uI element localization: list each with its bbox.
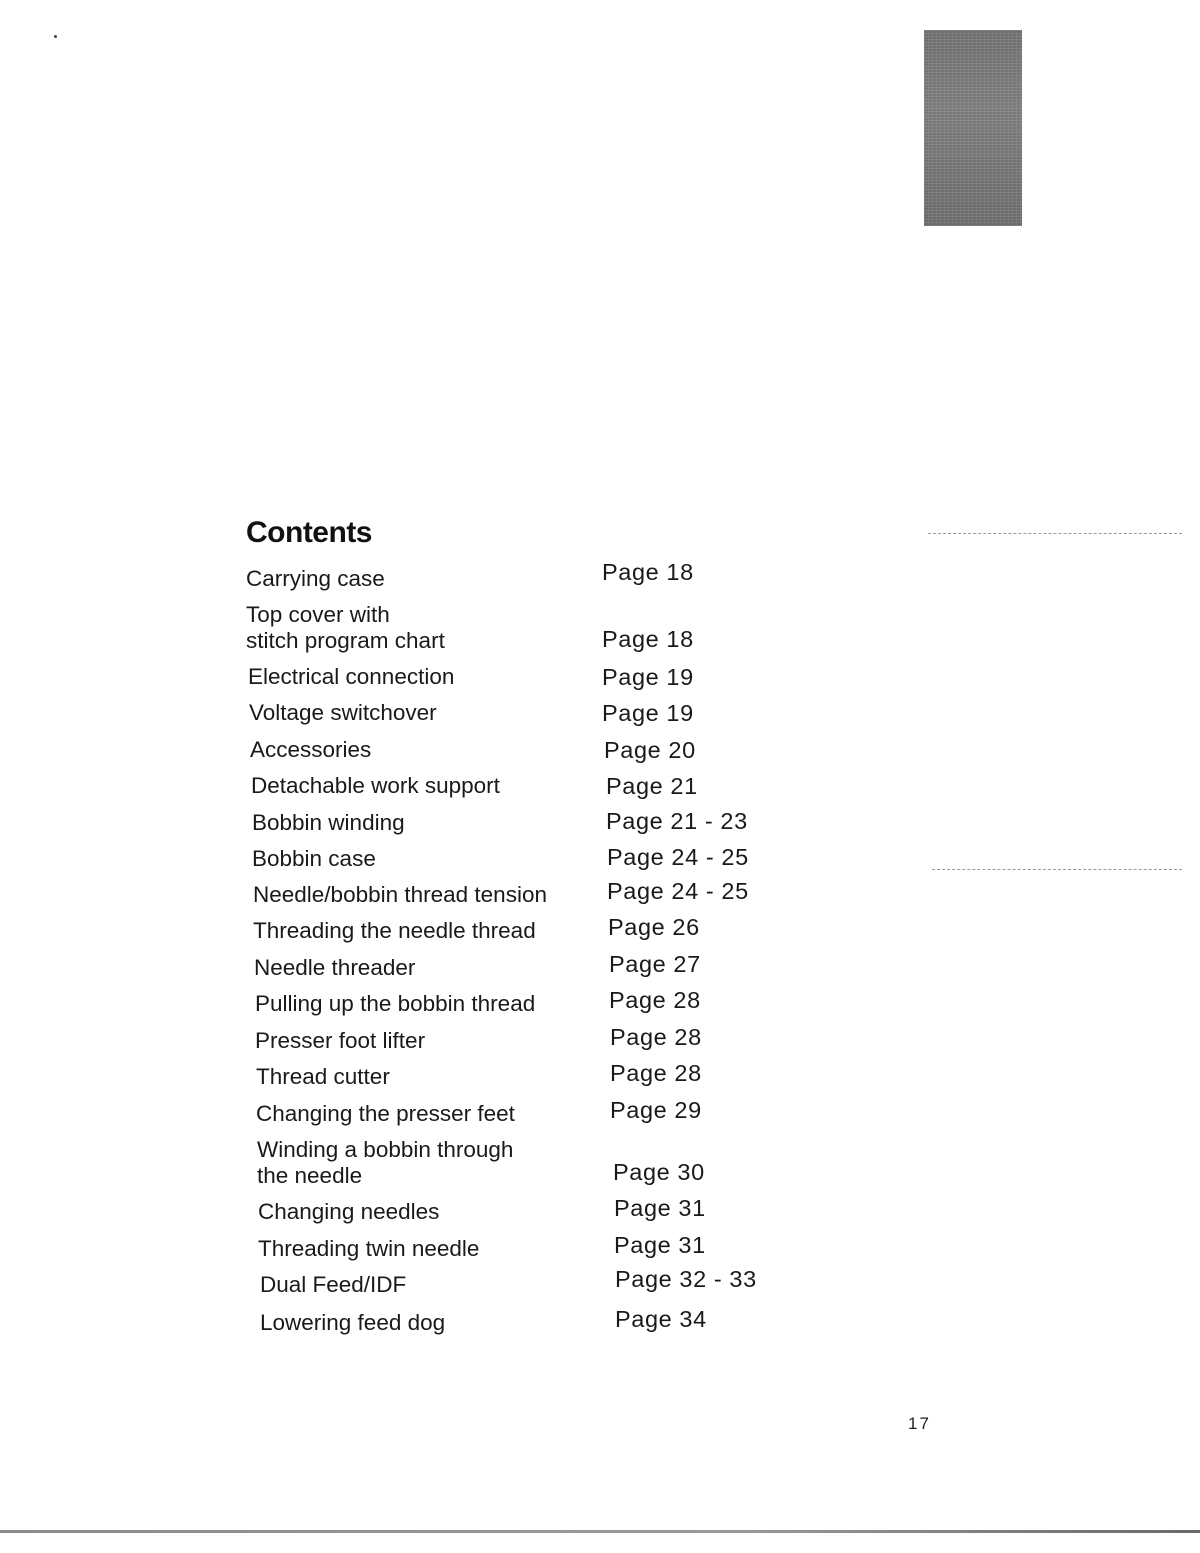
toc-entry-page: Page 24 - 25 bbox=[607, 844, 749, 870]
toc-entry-page: Page 24 - 25 bbox=[607, 878, 749, 904]
toc-entry-label: Detachable work support bbox=[251, 773, 500, 798]
toc-entry-label: Pulling up the bobbin thread bbox=[255, 991, 536, 1016]
toc-entry-label: Voltage switchover bbox=[249, 700, 437, 725]
toc-entry-page: Page 21 bbox=[606, 773, 698, 799]
toc-entry-page: Page 28 bbox=[609, 987, 701, 1013]
toc-entry-label: Carrying case bbox=[246, 566, 385, 591]
toc-entry-label: Needle/bobbin thread tension bbox=[253, 882, 547, 907]
toc-entry-label: Needle threader bbox=[254, 955, 416, 980]
scan-bottom-rule bbox=[0, 1530, 1200, 1533]
page-number: 17 bbox=[908, 1414, 931, 1433]
toc-entry-page: Page 34 bbox=[615, 1306, 707, 1332]
toc-entry-page: Page 31 bbox=[614, 1195, 706, 1221]
toc-entry bbox=[246, 516, 806, 1336]
toc-entry-label: Threading the needle thread bbox=[253, 918, 536, 943]
scan-dash-line bbox=[932, 869, 1182, 870]
toc-entry-label: Accessories bbox=[250, 737, 372, 762]
toc-entry-page: Page 21 - 23 bbox=[606, 808, 748, 834]
toc-entry-label: Electrical connection bbox=[248, 664, 455, 689]
toc-entry-label: Dual Feed/IDF bbox=[260, 1272, 407, 1297]
toc-entry-label: Bobbin case bbox=[252, 846, 376, 871]
scanned-edge-tab bbox=[924, 30, 1022, 226]
toc-entry-page: Page 18 bbox=[602, 559, 694, 585]
toc-entry-label: Threading twin needle bbox=[258, 1236, 480, 1261]
contents-title: Contents bbox=[246, 516, 372, 549]
toc-entry-label: Changing the presser feet bbox=[256, 1101, 515, 1126]
toc-entry-page: Page 27 bbox=[609, 951, 701, 977]
toc-entry-page: Page 19 bbox=[602, 664, 694, 690]
toc-entry-page: Page 18 bbox=[602, 626, 694, 652]
toc-entry-label: Bobbin winding bbox=[252, 810, 405, 835]
toc-entry-label: Top cover with stitch program chart bbox=[246, 602, 445, 653]
table-of-contents bbox=[246, 516, 806, 1335]
toc-entry-label: Changing needles bbox=[258, 1199, 440, 1224]
toc-entry-page: Page 28 bbox=[610, 1024, 702, 1050]
toc-entry-page: Page 26 bbox=[608, 914, 700, 940]
toc-entry-page: Page 32 - 33 bbox=[615, 1266, 757, 1292]
toc-entry-page: Page 30 bbox=[613, 1159, 705, 1185]
scan-speck bbox=[54, 35, 57, 38]
toc-entry-label: Presser foot lifter bbox=[255, 1028, 426, 1053]
toc-entry-page: Page 31 bbox=[614, 1232, 706, 1258]
toc-entry-page: Page 20 bbox=[604, 737, 696, 763]
toc-entry-label: Lowering feed dog bbox=[260, 1310, 446, 1335]
toc-entry-page: Page 29 bbox=[610, 1097, 702, 1123]
toc-entry-label: Winding a bobbin through the needle bbox=[257, 1137, 514, 1188]
toc-entry-page: Page 19 bbox=[602, 700, 694, 726]
toc-entry-page: Page 28 bbox=[610, 1060, 702, 1086]
toc-entry-label: Thread cutter bbox=[256, 1064, 390, 1089]
scan-dash-line bbox=[928, 533, 1182, 534]
